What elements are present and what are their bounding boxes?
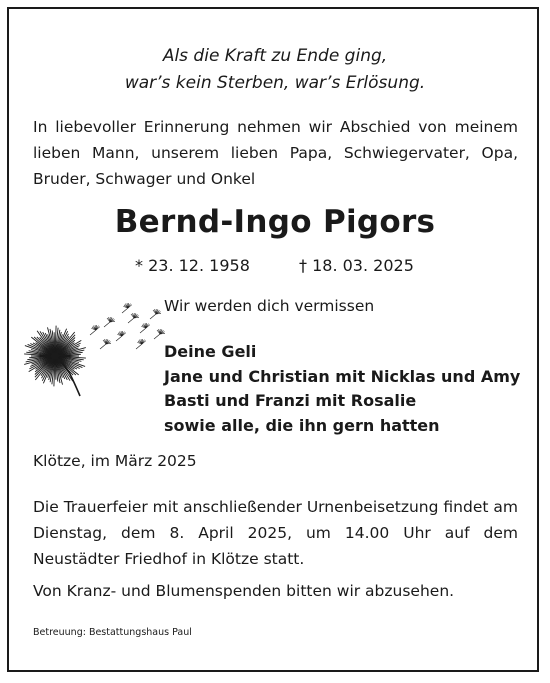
undertaker-credit: Betreuung: Bestattungshaus Paul — [33, 627, 192, 638]
place-date: Klötze, im März 2025 — [33, 452, 197, 470]
intro-text: In liebevoller Erinnerung nehmen wir Abschied von meinem lieben Mann, unserem lieben Papa, Schwiegervater, Opa, Bruder, Schwager und Onkel — [33, 118, 518, 188]
mourner-line: sowie alle, die ihn gern hatten — [164, 415, 440, 435]
funeral-info: Die Trauerfeier mit anschließender Urnenbeisetzung findet am Dienstag, dem 8. April 2025, um 14.00 Uhr auf dem Neustädter Friedhof in Klötze statt. — [33, 498, 518, 568]
motto-line-1: Als die Kraft zu Ende ging, — [162, 46, 388, 66]
deceased-name: Bernd-Ingo Pigors — [114, 204, 436, 240]
flowers-note: Von Kranz- und Blumenspenden bitten wir abzusehen. — [33, 582, 455, 600]
mourners-list — [164, 340, 520, 438]
mourner-line: Deine Geli — [164, 342, 257, 361]
birth-date: * 23. 12. 1958 — [135, 256, 250, 275]
dandelion-icon — [18, 300, 168, 435]
death-date: † 18. 03. 2025 — [299, 256, 414, 275]
mourner-line: Basti und Franzi mit Rosalie — [164, 391, 417, 410]
mourner-line: Jane und Christian mit Nicklas und Amy — [164, 366, 521, 386]
motto-line-2: war’s kein Sterben, war’s Erlösung. — [124, 73, 426, 93]
miss-text: Wir werden dich vermissen — [164, 297, 375, 315]
motto — [0, 43, 550, 97]
